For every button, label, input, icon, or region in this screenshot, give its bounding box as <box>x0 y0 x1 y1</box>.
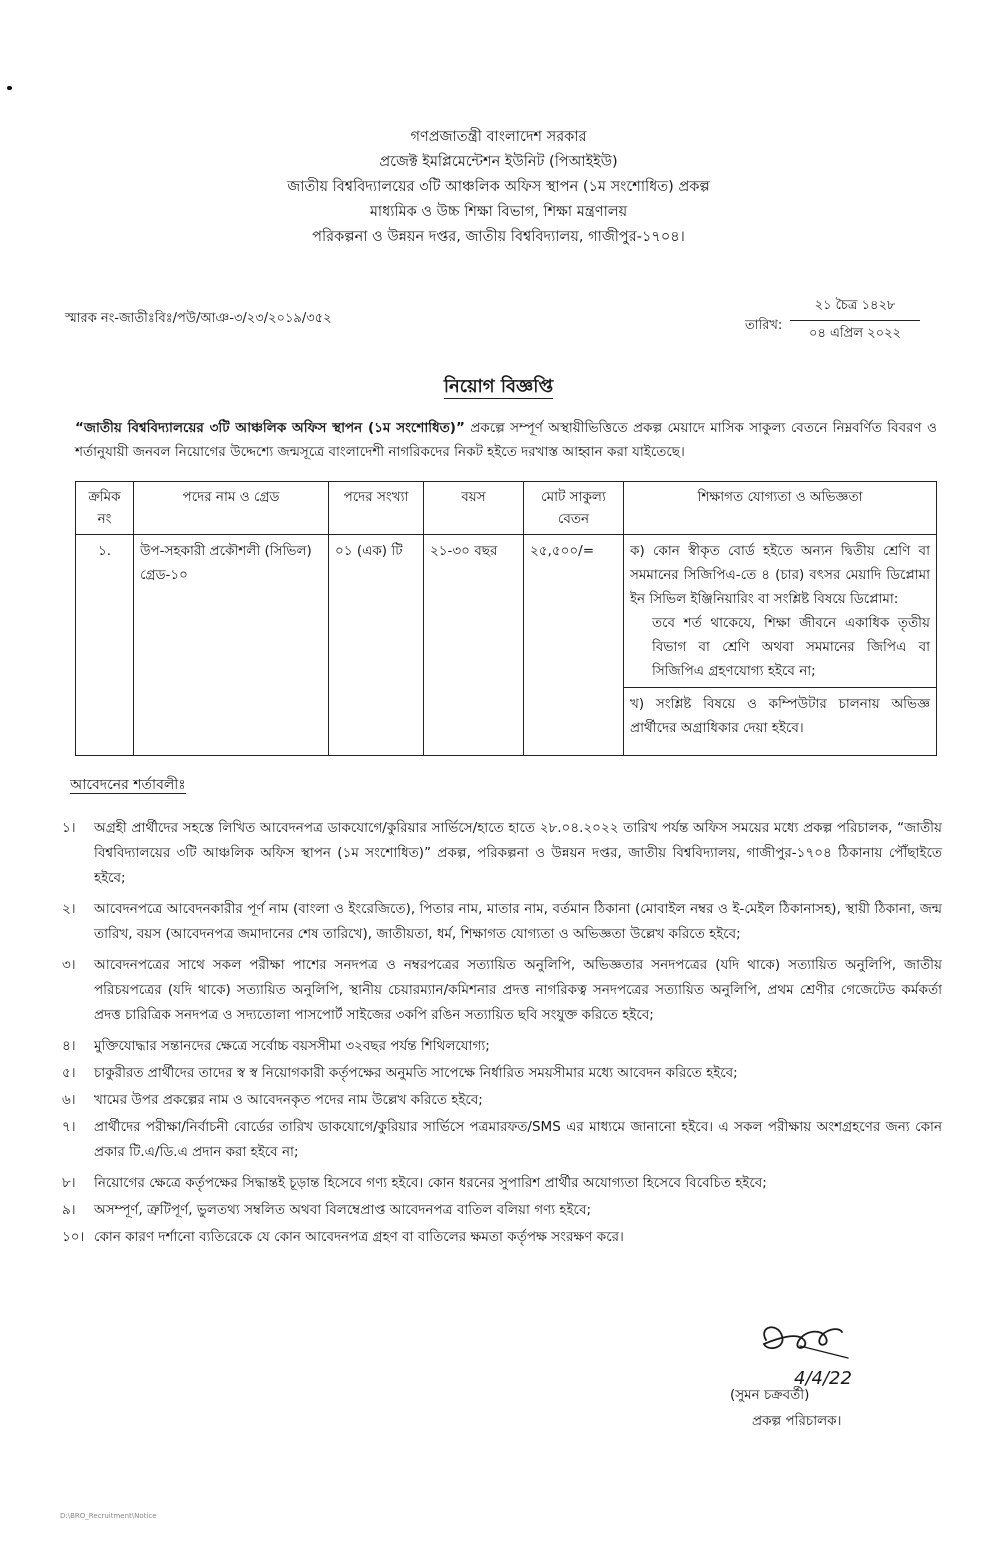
header-salary: মোট সাকুল্য বেতন <box>524 482 624 535</box>
header-serial: ক্রমিক নং <box>76 482 134 535</box>
condition-number: ১। <box>62 820 76 836</box>
letterhead <box>0 125 997 250</box>
letterhead-line-govt: গণপ্রজাতন্ত্রী বাংলাদেশ সরকার <box>410 129 587 145</box>
table-row <box>76 535 937 756</box>
qualification-b: খ) সংশ্লিষ্ট বিষয়ে ও কম্পিউটার চালনায় অভিজ্ঞ প্রার্থীদের অগ্রাধিকার দেয়া হইবে। <box>630 696 930 736</box>
condition-number: ৭। <box>62 1119 76 1135</box>
intro-paragraph <box>75 416 937 464</box>
conditions-heading-text: আবেদনের শর্তাবলীঃ <box>70 777 186 793</box>
condition-number: ৩। <box>62 957 76 973</box>
condition-number: ২। <box>62 901 76 917</box>
scan-speck <box>7 86 12 90</box>
list-item <box>62 1061 942 1086</box>
header-qualification: শিক্ষাগত যোগ্যতা ও অভিজ্ঞতা <box>624 482 937 535</box>
condition-number: ৪। <box>62 1038 76 1054</box>
date-label: তারিখ: <box>745 318 783 333</box>
list-item <box>62 1198 942 1223</box>
header-age: বয়স <box>424 482 524 535</box>
cell-serial: ১. <box>76 535 134 756</box>
cell-salary: ২৫,৫০০/= <box>524 535 624 756</box>
condition-text: মুক্তিযোদ্ধার সন্তানদের ক্ষেত্রে সর্বোচ্চ বয়সসীমা ৩২বছর পর্যন্ত শিথিলযোগ্য; <box>94 1038 490 1054</box>
list-item <box>62 816 942 891</box>
condition-number: ১০। <box>62 1229 85 1245</box>
letterhead-line-division: মাধ্যমিক ও উচ্চ শিক্ষা বিভাগ, শিক্ষা মন্ত্রণালয় <box>369 204 628 220</box>
date-block <box>790 296 920 345</box>
date-english: ০৪ এপ্রিল ২০২২ <box>809 326 901 341</box>
post-grade: গ্রেড-১০ <box>140 567 188 583</box>
letterhead-line-piu: প্রজেক্ট ইমপ্লিমেন্টেশন ইউনিট (পিআইইউ) <box>379 154 618 170</box>
header-count: পদের সংখ্যা <box>329 482 424 535</box>
condition-text: অসম্পূর্ণ, ত্রুটিপূর্ণ, ভুলতথ্য সম্বলিত অথবা বিলম্বেপ্রাপ্ত আবেদনপত্র বাতিল বলিয়া গণ্য হইবে; <box>94 1202 592 1218</box>
condition-number: ৬। <box>62 1092 76 1108</box>
intro-project-name: “জাতীয় বিশ্ববিদ্যালয়ের ৩টি আঞ্চলিক অফিস স্থাপন (১ম সংশোধিত)” <box>75 420 465 436</box>
conditions-list <box>62 816 942 1256</box>
list-item <box>62 897 942 947</box>
list-item <box>62 1171 942 1196</box>
condition-text: আবেদনপত্রে আবেদনকারীর পূর্ণ নাম (বাংলা ও ইংরেজিতে), পিতার নাম, মাতার নাম, বর্তমান ঠিকানা (মোবাইল নম্বর ও ই-মেইল ঠিকানাসহ), স্থায়ী ঠিকানা, জন্ম তারিখ, বয়স (আবেদনপত্র জমাদানের শেষ তারিখে), জাতীয়তা, ধর্ম, শিক্ষাগত যোগ্যতা ও অভিজ্ঞতা উল্লেখ করিতে হইবে; <box>94 901 942 942</box>
condition-text: প্রার্থীদের পরীক্ষা/নির্বাচনী বোর্ডের তারিখ ডাকযোগে/কুরিয়ার সার্ভিসে পত্রমারফত/SMS এর মাধ্যমে জানানো হইবে। এ সকল পরীক্ষায় অংশগ্রহণের জন্য কোন প্রকার টি.এ/ডি.এ প্রদান করা হইবে না; <box>94 1119 942 1160</box>
condition-number: ৫। <box>62 1065 76 1081</box>
condition-text: চাকুরীরত প্রার্থীদের তাদের স্ব স্ব নিয়োগকারী কর্তৃপক্ষের অনুমতি সাপেক্ষে নির্ধারিত সময়সীমার মধ্যে আবেদন করিতে হইবে; <box>94 1065 738 1081</box>
signatory-designation: প্রকল্প পরিচালক। <box>752 1413 842 1429</box>
date-bangla: ২১ চৈত্র ১৪২৮ <box>790 296 920 321</box>
condition-text: আবেদনপত্রের সাথে সকল পরীক্ষা পাশের সনদপত্র ও নম্বরপত্রের সত্যায়িত অনুলিপি, অভিজ্ঞতার সনদপত্রের (যদি থাকে) সত্যায়িত অনুলিপি, জাতীয় পরিচয়পত্রের (যদি থাকে) সত্যায়িত অনুলিপি, স্থানীয় চেয়ারম্যান/কমিশনার প্রদত্ত নাগরিকত্ব সনদপত্রের সত্যায়িত অনুলিপি, প্রথম শ্রেণীর গেজেটেড কর্মকর্তা প্রদত্ত চারিত্রিক সনদপত্র ও সদ্যতোলা পাসপোর্ট সাইজের ৩কপি রঙিন সত্যায়িত ছবি সংযুক্ত করিতে হইবে; <box>94 957 942 1023</box>
cell-age: ২১-৩০ বছর <box>424 535 524 756</box>
table-header-row <box>76 482 937 535</box>
header-post: পদের নাম ও গ্রেড <box>134 482 329 535</box>
condition-number: ৮। <box>62 1175 76 1191</box>
handwritten-signature <box>738 1318 928 1390</box>
qualification-divider <box>624 687 936 688</box>
cell-count: ০১ (এক) টি <box>329 535 424 756</box>
condition-text: নিয়োগের ক্ষেত্রে কর্তৃপক্ষের সিদ্ধান্তই চূড়ান্ত হিসেবে গণ্য হইবে। কোন ধরনের সুপারিশ প্রার্থীর অযোগ্যতা হিসেবে বিবেচিত হইবে; <box>94 1175 767 1191</box>
list-item <box>62 953 942 1028</box>
qualification-a-condition: তবে শর্ত থাকেযে, শিক্ষা জীবনে একাধিক তৃতীয় বিভাগ বা শ্রেণি অথবা সমমানের জিপিএ বা সিজিপিএ গ্রহণযোগ্য হইবে না; <box>652 615 930 679</box>
qualification-a: ক) কোন স্বীকৃত বোর্ড হইতে অন্যন দ্বিতীয় শ্রেণি বা সমমানের সিজিপিএ-তে ৪ (চার) বৎসর মেয়াদি ডিপ্লোমা ইন সিভিল ইঞ্জিনিয়ারিং বা সংশ্লিষ্ট বিষয়ে ডিপ্লোমা: <box>630 543 930 607</box>
condition-number: ৯। <box>62 1202 76 1218</box>
signature-date: 4/4/22 <box>794 1368 852 1389</box>
condition-text: অগ্রহী প্রার্থীদের সহস্তে লিখিত আবেদনপত্র ডাকযোগে/কুরিয়ার সার্ভিসে/হাতে হাতে ২৮.০৪.২০২২ তারিখ পর্যন্ত অফিস সময়ের মধ্যে প্রকল্প পরিচালক, “জাতীয় বিশ্ববিদ্যালয়ের ৩টি আঞ্চলিক অফিস স্থাপন (১ম সংশোধিত)” প্রকল্প, পরিকল্পনা ও উন্নয়ন দপ্তর, জাতীয় বিশ্ববিদ্যালয়, গাজীপুর-১৭০৪ ঠিকানায় পৌঁছাইতে হইবে; <box>94 820 942 886</box>
list-item <box>62 1225 942 1250</box>
letterhead-line-office: পরিকল্পনা ও উন্নয়ন দপ্তর, জাতীয় বিশ্ববিদ্যালয়, গাজীপুর-১৭০৪। <box>312 229 685 245</box>
footer-file-path: D:\BRO_Recruitment\Notice <box>60 1512 157 1520</box>
notice-title <box>0 372 997 403</box>
signatory-name: (সুমন চক্রবর্তী) <box>730 1387 810 1403</box>
conditions-heading <box>70 773 186 797</box>
intro-text: প্রকল্পে সম্পূর্ণ অস্থায়ীভিত্তিতে প্রকল্প মেয়াদে মাসিক সাকুল্য বেতনে নিম্নবর্ণিত বিবরণ ও শর্তানুযায়ী জনবল নিয়োগের উদ্দেশ্যে জন্মসূত্রে বাংলাদেশী নাগরিকদের নিকট হইতে দরখাস্ত আহ্বান করা যাইতেছে। <box>75 420 937 460</box>
condition-text: খামের উপর প্রকল্পের নাম ও আবেদনকৃত পদের নাম উল্লেখ করিতে হইবে; <box>94 1092 483 1108</box>
condition-text: কোন কারণ দর্শানো ব্যতিরেকে যে কোন আবেদনপত্র গ্রহণ বা বাতিলের ক্ষমতা কর্তৃপক্ষ সংরক্ষণ করে। <box>94 1229 624 1245</box>
letterhead-line-project: জাতীয় বিশ্ববিদ্যালয়ের ৩টি আঞ্চলিক অফিস স্থাপন (১ম সংশোধিত) প্রকল্প <box>287 179 710 195</box>
post-table <box>75 481 937 756</box>
cell-qualification <box>624 535 937 756</box>
list-item <box>62 1088 942 1113</box>
post-name: উপ-সহকারী প্রকৌশলী (সিভিল) <box>140 543 312 559</box>
notice-title-text: নিয়োগ বিজ্ঞপ্তি <box>443 376 554 397</box>
memo-reference: স্মারক নং-জাতীঃবিঃ/পউ/আঞ-৩/২৩/২০১৯/৩৫২ <box>65 311 332 326</box>
list-item <box>62 1034 942 1059</box>
cell-post <box>134 535 329 756</box>
list-item <box>62 1115 942 1165</box>
